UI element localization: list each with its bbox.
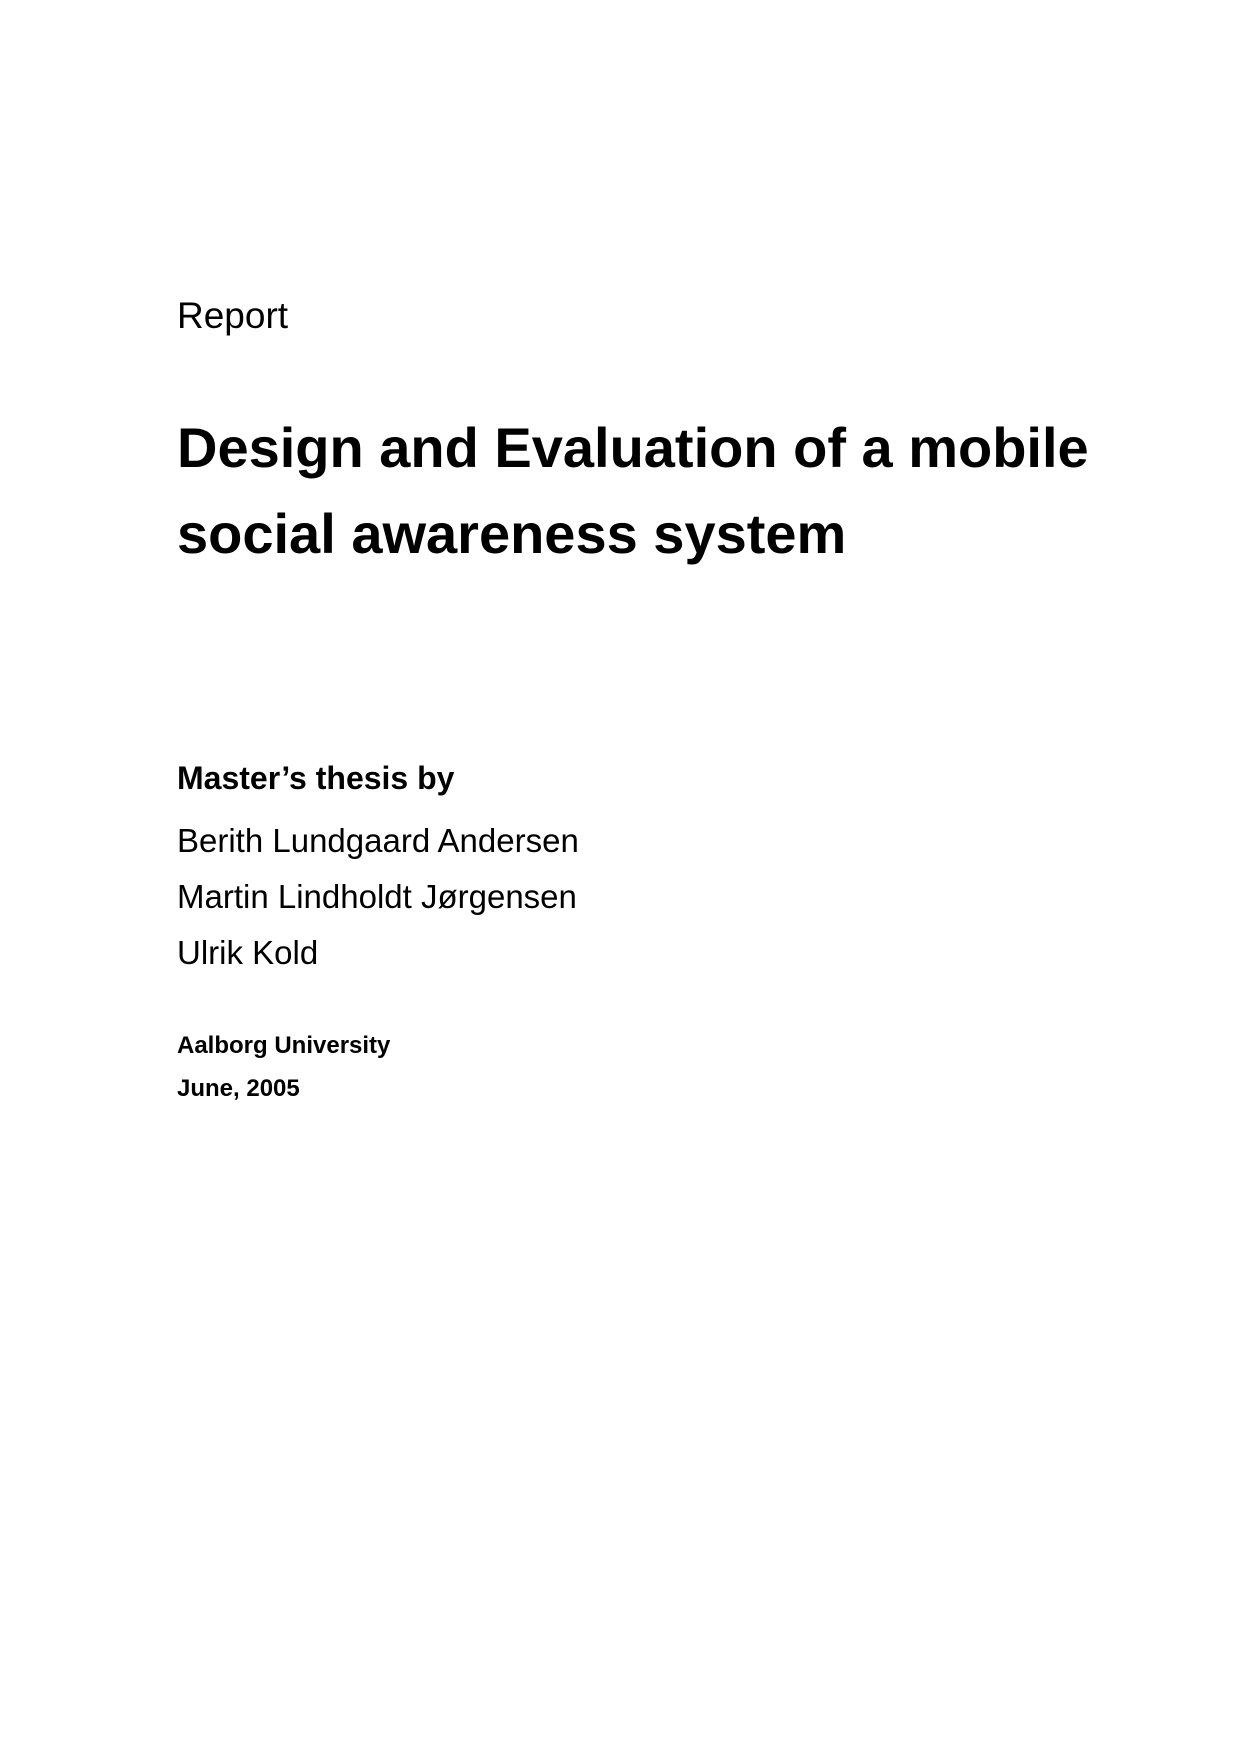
document-type-label: Report [177,295,289,336]
institution-name: Aalborg University [177,1032,391,1059]
author-name: Ulrik Kold [177,934,319,971]
institution-block [177,1024,390,1110]
author-name: Martin Lindholdt Jørgensen [177,878,577,915]
author-name: Berith Lundgaard Andersen [177,822,579,859]
title-line-2: social awareness system [177,502,847,565]
document-title [177,405,1089,577]
author-list [177,813,579,981]
publication-date: June, 2005 [177,1075,300,1102]
thesis-byline: Master’s thesis by [177,760,455,796]
title-line-1: Design and Evaluation of a mobile [177,416,1089,479]
